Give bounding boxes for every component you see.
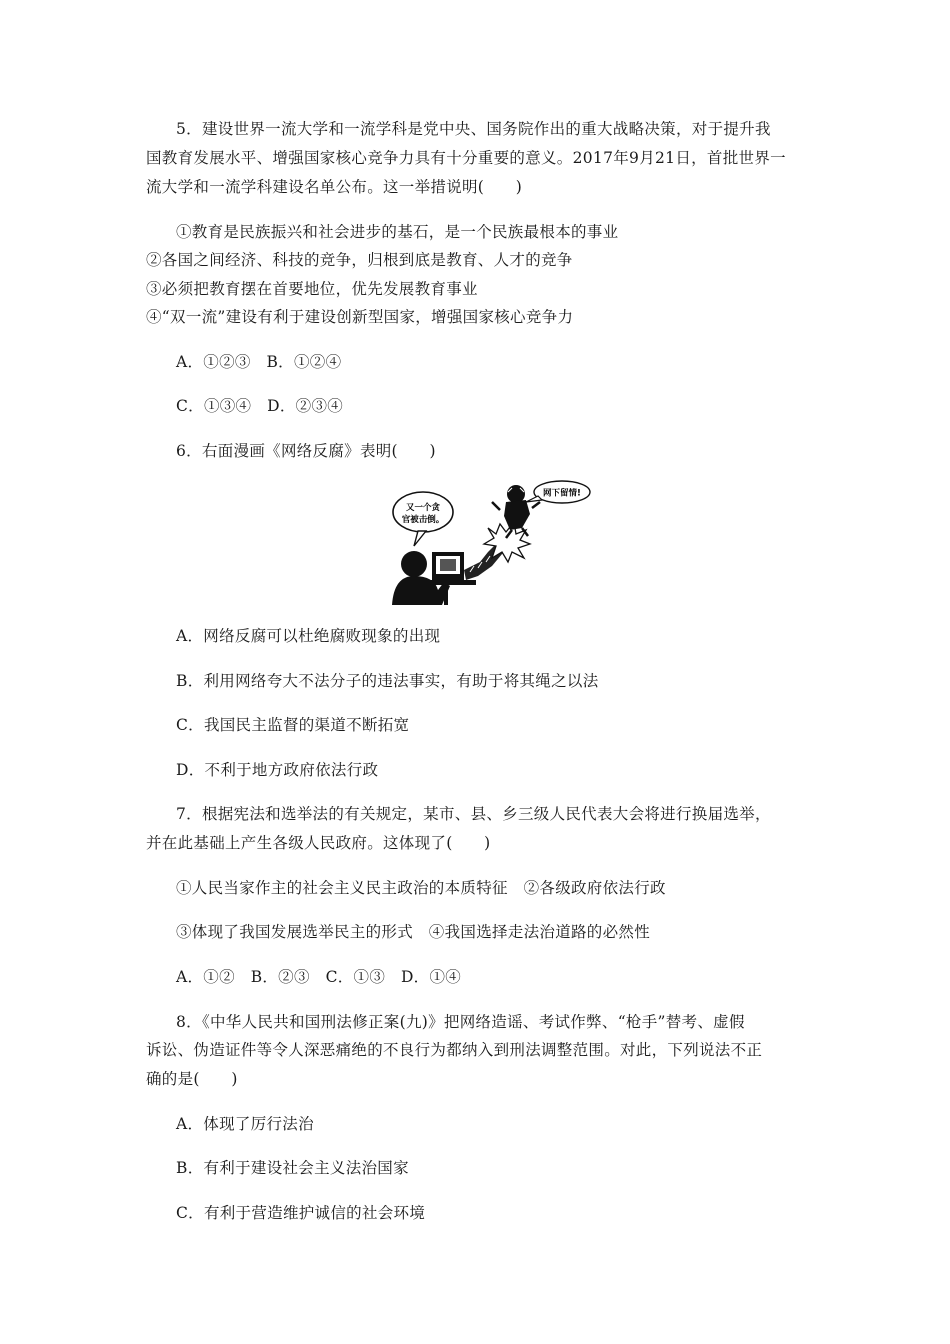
q8-option-a: A．体现了厉行法治: [176, 1115, 314, 1133]
q5-item-3: ③必须把教育摆在首要地位，优先发展教育事业: [146, 280, 478, 298]
right-bubble-text: 网下留情!: [543, 488, 581, 499]
q5-options-ab: A．①②③ B．①②④: [176, 353, 342, 371]
right-speech-bubble: [526, 481, 590, 503]
q5-options-cd: C．①③④ D．②③④: [176, 397, 344, 415]
q5-stem-line-1: 5．建设世界一流大学和一流学科是党中央、国务院作出的重大战略决策，对于提升我: [176, 120, 771, 138]
left-bubble-line-2: 官被击倒。: [401, 515, 445, 525]
q6-stem: 6．右面漫画《网络反腐》表明( ): [176, 442, 436, 460]
q7-stem-line-2: 并在此基础上产生各级人民政府。这体现了( ): [146, 834, 491, 852]
left-speech-bubble: [393, 492, 453, 546]
q7-stem-line-1: 7．根据宪法和选举法的有关规定，某市、县、乡三级人民代表大会将进行换届选举，: [176, 805, 771, 823]
q8-option-c: C．有利于营造维护诚信的社会环境: [176, 1204, 426, 1222]
q5-item-2: ②各国之间经济、科技的竞争，归根到底是教育、人才的竞争: [146, 251, 573, 269]
left-bubble-line-1: 又一个贪: [405, 503, 441, 513]
q8-option-b: B．有利于建设社会主义法治国家: [176, 1159, 409, 1177]
q8-stem-line-3: 确的是( ): [146, 1070, 238, 1088]
q7-items-line-1: ①人民当家作主的社会主义民主政治的本质特征 ②各级政府依法行政: [176, 879, 666, 897]
q6-option-a: A．网络反腐可以杜绝腐败现象的出现: [176, 627, 441, 645]
q5-item-4: ④“双一流”建设有利于建设创新型国家，增强国家核心竞争力: [146, 308, 574, 326]
q7-items-line-2: ③体现了我国发展选举民主的形式 ④我国选择走法治道路的必然性: [176, 923, 651, 941]
q7-options: A．①② B．②③ C．①③ D．①④: [176, 968, 462, 986]
q5-item-1: ①教育是民族振兴和社会进步的基石，是一个民族最根本的事业: [176, 223, 619, 241]
q6-option-c: C．我国民主监督的渠道不断拓宽: [176, 716, 410, 734]
q6-option-d: D．不利于地方政府依法行政: [176, 761, 379, 779]
q6-option-b: B．利用网络夸大不法分子的违法事实，有助于将其绳之以法: [176, 672, 599, 690]
q5-stem-line-2: 国教育发展水平、增强国家核心竞争力具有十分重要的意义。2017年9月21日，首批世界一: [146, 149, 786, 167]
cartoon-image: [388, 480, 593, 605]
q5-stem-line-3: 流大学和一流学科建设名单公布。这一举措说明( ): [146, 178, 523, 196]
q8-stem-line-2: 诉讼、伪造证件等令人深恶痛绝的不良行为都纳入到刑法调整范围。对此，下列说法不正: [146, 1041, 763, 1059]
q8-stem-line-1: 8．《中华人民共和国刑法修正案(九)》把网络造谣、考试作弊、“枪手”替考、虚假: [176, 1013, 745, 1031]
